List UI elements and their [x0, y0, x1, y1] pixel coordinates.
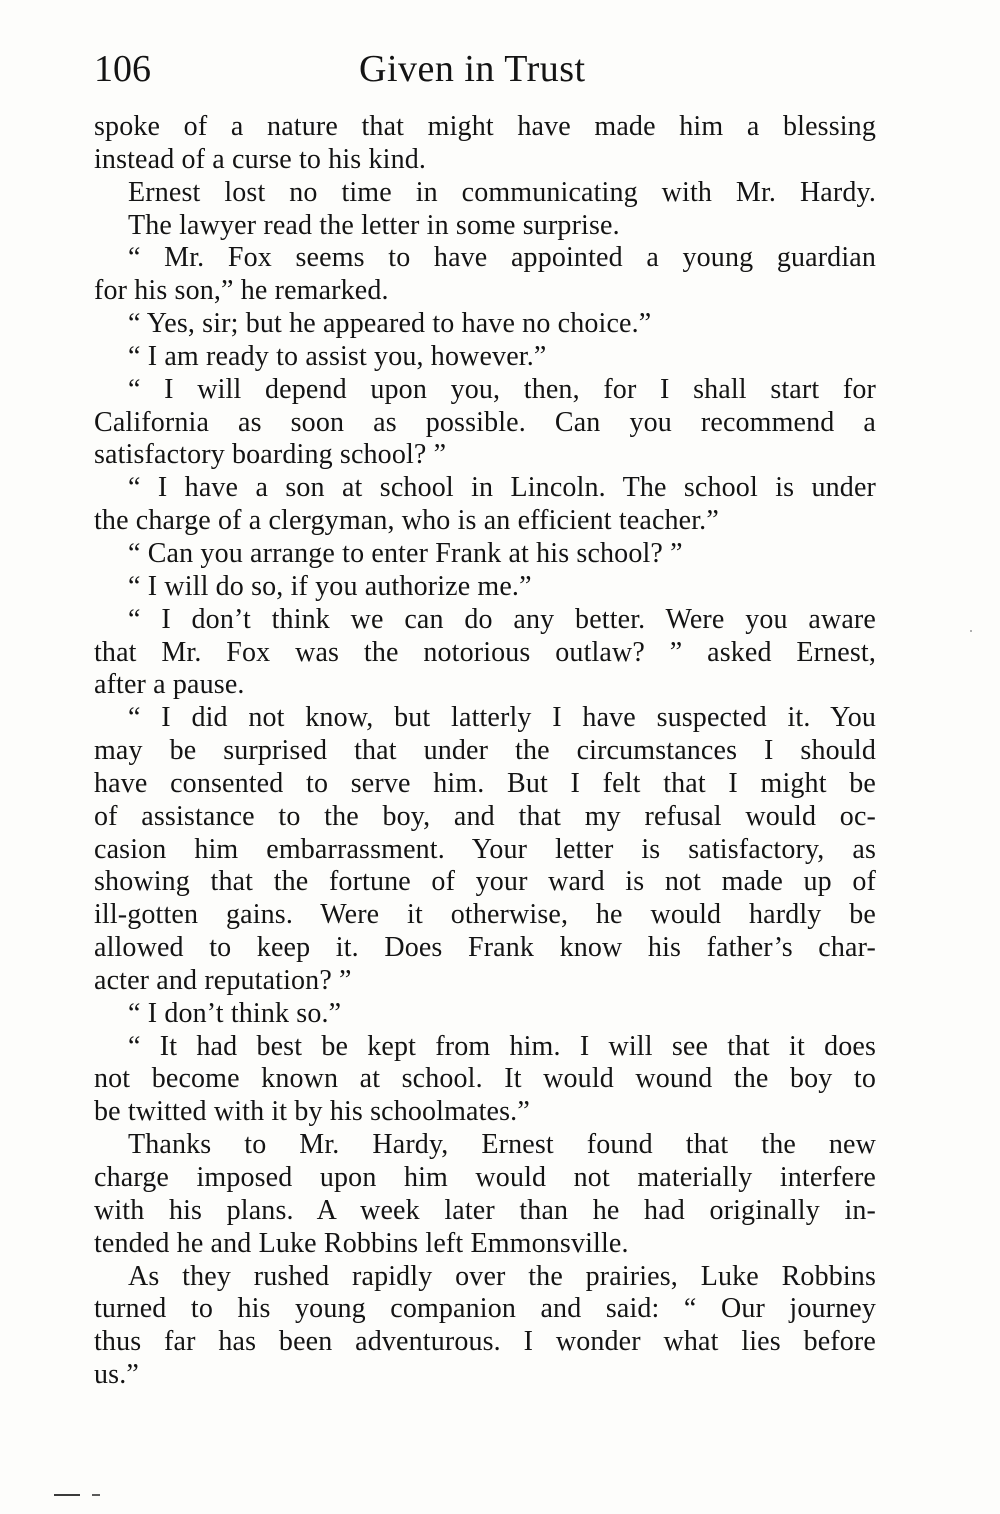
page-number: 106 — [94, 48, 151, 90]
text-line: “ It had best be kept from him. I will see that it does — [128, 1030, 876, 1062]
text-line: showing that the fortune of your ward is not made up of — [94, 866, 876, 898]
printer-mark-dash — [92, 1494, 100, 1496]
text-line: charge imposed upon him would not materially interfere — [94, 1162, 876, 1193]
text-line: may be surprised that under the circumstances I should — [94, 735, 876, 767]
printer-marks — [54, 1494, 114, 1498]
text-line: allowed to keep it. Does Frank know his father’s char- — [94, 932, 876, 964]
printer-mark-dash — [54, 1494, 80, 1496]
text-line: “ I will depend upon you, then, for I shall start for — [128, 373, 876, 405]
text-line: turned to his young companion and said: “ Our journey — [94, 1293, 876, 1325]
text-line: the charge of a clergyman, who is an efficient teacher.” — [94, 505, 719, 537]
text-line: Thanks to Mr. Hardy, Ernest found that the new — [128, 1129, 876, 1161]
text-line: that Mr. Fox was the notorious outlaw? ” asked Ernest, — [94, 636, 876, 668]
text-line: instead of a curse to his kind. — [94, 143, 427, 175]
text-line: for his son,” he remarked. — [94, 275, 389, 307]
text-line: “ I will do so, if you authorize me.” — [128, 570, 532, 602]
text-line: spoke of a nature that might have made him a blessing — [94, 111, 876, 142]
text-line: “ I am ready to assist you, however.” — [128, 340, 547, 372]
text-line: California as soon as possible. Can you recommend a — [94, 406, 876, 438]
running-title: Given in Trust — [359, 48, 586, 90]
text-line: casion him embarrassment. Your letter is satisfactory, as — [94, 833, 876, 865]
text-line: acter and reputation? ” — [94, 964, 352, 996]
text-line: have consented to serve him. But I felt that I might be — [94, 767, 876, 799]
text-line: Ernest lost no time in communicating with Mr. Hardy. — [128, 176, 876, 208]
body-text — [94, 111, 876, 1392]
text-line: As they rushed rapidly over the prairies, Luke Robbins — [128, 1260, 876, 1292]
text-line: “ I don’t think so.” — [128, 997, 342, 1029]
text-line: with his plans. A week later than he had originally in- — [94, 1194, 876, 1226]
text-line: tended he and Luke Robbins left Emmonsville. — [94, 1227, 629, 1259]
text-line: “ I have a son at school in Lincoln. The school is under — [128, 472, 876, 504]
text-line: “ Can you arrange to enter Frank at his school? ” — [128, 537, 683, 569]
text-line: of assistance to the boy, and that my refusal would oc- — [94, 800, 876, 832]
text-line: after a pause. — [94, 669, 245, 701]
text-line: satisfactory boarding school? ” — [94, 439, 447, 471]
margin-speck — [970, 630, 972, 632]
text-line: The lawyer read the letter in some surprise. — [128, 209, 620, 241]
text-line: ill-gotten gains. Were it otherwise, he would hardly be — [94, 899, 876, 931]
text-line: “ I did not know, but latterly I have suspected it. You — [128, 702, 876, 734]
page-header — [94, 44, 876, 94]
text-line: “ Yes, sir; but he appeared to have no choice.” — [128, 308, 652, 340]
text-line: “ Mr. Fox seems to have appointed a young guardian — [128, 242, 876, 274]
text-line: us.” — [94, 1359, 139, 1391]
text-line: thus far has been adventurous. I wonder what lies before — [94, 1326, 876, 1358]
text-line: not become known at school. It would wound the boy to — [94, 1063, 876, 1095]
text-line: be twitted with it by his schoolmates.” — [94, 1096, 530, 1128]
text-line: “ I don’t think we can do any better. Were you aware — [128, 603, 876, 635]
